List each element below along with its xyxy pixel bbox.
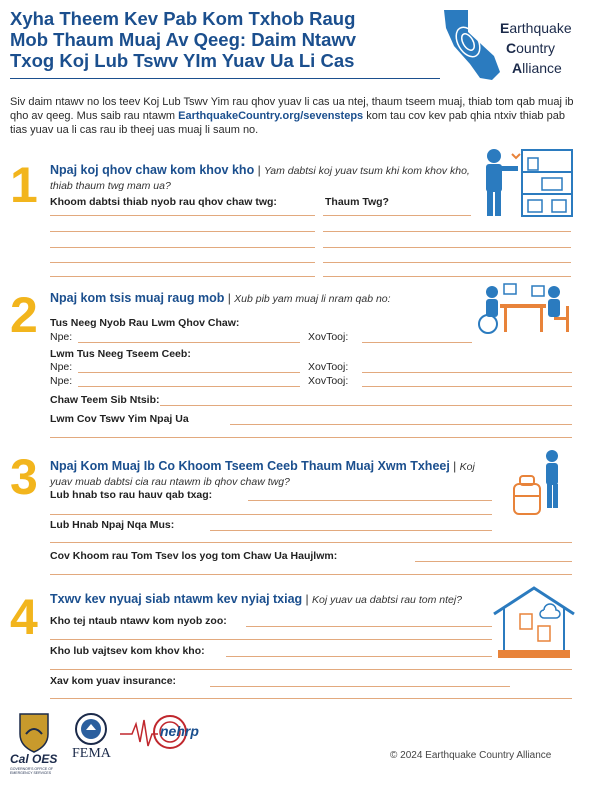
section-1-line-5[interactable] — [50, 276, 315, 277]
california-map-icon — [444, 10, 500, 80]
section-2-meet-label: Chaw Teem Sib Ntsib: — [50, 394, 160, 406]
section-2-plans-label: Lwm Cov Tswv Yim Npaj Ua — [50, 413, 189, 425]
section-2-xovtooj-3: XovTooj: — [308, 375, 349, 387]
section-1-line-1[interactable] — [50, 215, 315, 216]
section-2-npe-3: Npe: — [50, 375, 73, 387]
section-4-q2-line[interactable] — [226, 656, 492, 657]
intro-paragraph — [10, 95, 578, 137]
section-4-heading: Txwv kev nyuaj siab ntawm kev nyiaj txiag — [50, 592, 303, 606]
section-2-plans-line-2[interactable] — [50, 437, 572, 438]
section-4-q3: Xav kom yuav insurance: — [50, 675, 177, 687]
section-4-q2: Kho lub vajtsev kom khov kho: — [50, 645, 205, 657]
section-3-q3: Cov Khoom rau Tom Tsev los yog tom Chaw Ua Haujlwm: — [50, 550, 338, 562]
section-3-divider: | — [453, 459, 460, 473]
section-2-divider: | — [227, 291, 235, 305]
shelf-securing-illustration — [476, 144, 576, 220]
section-4-q3-line-2[interactable] — [50, 698, 572, 699]
section-1-prompt: Yam dabtsi koj yuav tsum khi kom khov kho, thiab thaum twg mam ua? — [50, 165, 470, 192]
section-3-heading: Npaj Kom Muaj Ib Co Khoom Tseem Ceeb Thaum Muaj Xwm Txheej — [50, 459, 450, 473]
section-2-group1-label: Tus Neeg Nyob Rau Lwm Qhov Chaw: — [50, 317, 240, 329]
section-2-xovtooj-2: XovTooj: — [308, 361, 349, 373]
cal-oes-logo-text: Cal OES — [10, 752, 58, 766]
section-1-line-2b[interactable] — [323, 231, 571, 232]
section-1-number: 1 — [10, 157, 38, 213]
title-rule — [10, 78, 440, 79]
section-2-header — [50, 291, 470, 306]
section-4-divider: | — [305, 592, 312, 606]
section-4-header — [50, 592, 490, 607]
section-3-q1-line[interactable] — [248, 500, 492, 501]
sevensteps-link[interactable]: EarthquakeCountry.org/sevensteps — [178, 110, 364, 122]
title-line-1: Xyha Theem Kev Pab Kom Txhob Raug — [10, 8, 356, 29]
section-1-line-1b[interactable] — [323, 215, 471, 216]
section-3-q2: Lub Hnab Npaj Nqa Mus: — [50, 519, 175, 531]
section-1-col1-label: Khoom dabtsi thiab nyob rau qhov chaw twg: — [50, 196, 277, 208]
section-3-header — [50, 459, 498, 489]
emergency-kit-illustration — [500, 446, 578, 518]
section-3-q3-line[interactable] — [415, 561, 572, 562]
section-2-npe-1-line[interactable] — [78, 342, 300, 343]
title-line-3: Txog Koj Lub Tswv YIm Yuav Ua Li Cas — [10, 50, 355, 71]
section-3-q2-line[interactable] — [210, 530, 492, 531]
section-4-q2-line-2[interactable] — [50, 669, 572, 670]
section-2-heading: Npaj kom tsis muaj raug mob — [50, 291, 225, 305]
logo-word-3: Alliance — [512, 60, 562, 76]
section-4-q1-line-2[interactable] — [50, 639, 492, 640]
section-1-line-3[interactable] — [50, 247, 315, 248]
title-line-2: Mob Thaum Muaj Av Qeeg: Daim Ntawv — [10, 29, 357, 50]
section-2-xovtooj-1: XovTooj: — [308, 331, 349, 343]
intro-text-a: Siv daim ntawv no los teev Koj Lub Tswv Yim rau qhov yuav li cas ua ntej, thaum tseem muaj, thiab tom qab muaj ib qho av qeeg. Mus saib rau ntawm — [10, 96, 574, 122]
section-2-plans-line[interactable] — [230, 424, 572, 425]
cal-oes-subtitle: GOVERNOR'S OFFICE OF EMERGENCY SERVICES — [10, 767, 54, 775]
page-title — [10, 8, 440, 71]
section-2-npe-1: Npe: — [50, 331, 73, 343]
section-2-xovtooj-1-line[interactable] — [362, 342, 472, 343]
section-2-meet-line[interactable] — [160, 405, 572, 406]
fema-logo-text: FEMA — [72, 746, 111, 761]
section-3-prompt: Koj yuav muab dabtsi cia rau ntawm ib qhov chaw twg? — [50, 461, 475, 488]
section-3-q1: Lub hnab tso rau hauv qab txag: — [50, 489, 213, 501]
section-2-group2-label: Lwm Tus Neeg Tseem Ceeb: — [50, 348, 191, 360]
section-4-prompt: Koj yuav ua dabtsi rau tom ntej? — [312, 594, 463, 606]
section-3-q2-line-2[interactable] — [50, 542, 572, 543]
section-1-col2-label: Thaum Twg? — [325, 196, 389, 208]
section-3-q3-line-2[interactable] — [50, 574, 572, 575]
section-1-line-4[interactable] — [50, 262, 315, 263]
section-1-header — [50, 163, 480, 193]
copyright-notice: © 2024 Earthquake Country Alliance — [390, 750, 552, 761]
section-2-prompt: Xub pib yam muaj li nram qab no: — [234, 293, 391, 305]
dhs-seal-icon — [74, 712, 108, 746]
section-1-line-5b[interactable] — [323, 276, 571, 277]
logo-word-2: Country — [506, 40, 556, 56]
section-2-npe-2: Npe: — [50, 361, 73, 373]
family-planning-illustration — [470, 278, 576, 336]
section-1-line-3b[interactable] — [323, 247, 571, 248]
section-1-divider: | — [257, 163, 265, 177]
logo-text — [500, 18, 572, 78]
intro-text-b: kom tau cov kev pab qhia ntxiv thiab pab tias yuav ua li cas rau ib theej uas muaj li saum no. — [10, 110, 565, 136]
section-3-number: 3 — [10, 449, 38, 505]
section-2-npe-3-line[interactable] — [78, 386, 300, 387]
section-4-q1: Kho tej ntaub ntawv kom nyob zoo: — [50, 615, 227, 627]
house-finances-illustration — [490, 584, 578, 664]
section-2-npe-2-line[interactable] — [78, 372, 300, 373]
section-1-line-4b[interactable] — [323, 262, 571, 263]
section-2-number: 2 — [10, 287, 38, 343]
section-4-q3-line[interactable] — [210, 686, 510, 687]
section-4-number: 4 — [10, 589, 38, 645]
section-1-heading: Npaj koj qhov chaw kom khov kho — [50, 163, 255, 177]
section-3-q1-line-2[interactable] — [50, 514, 492, 515]
section-2-xovtooj-3-line[interactable] — [362, 386, 572, 387]
section-1-line-2[interactable] — [50, 231, 315, 232]
section-4-q1-line[interactable] — [246, 626, 492, 627]
nehrp-logo-text: nehrp — [160, 723, 199, 739]
logo-word-1: Earthquake — [500, 20, 572, 36]
section-2-xovtooj-2-line[interactable] — [362, 372, 572, 373]
